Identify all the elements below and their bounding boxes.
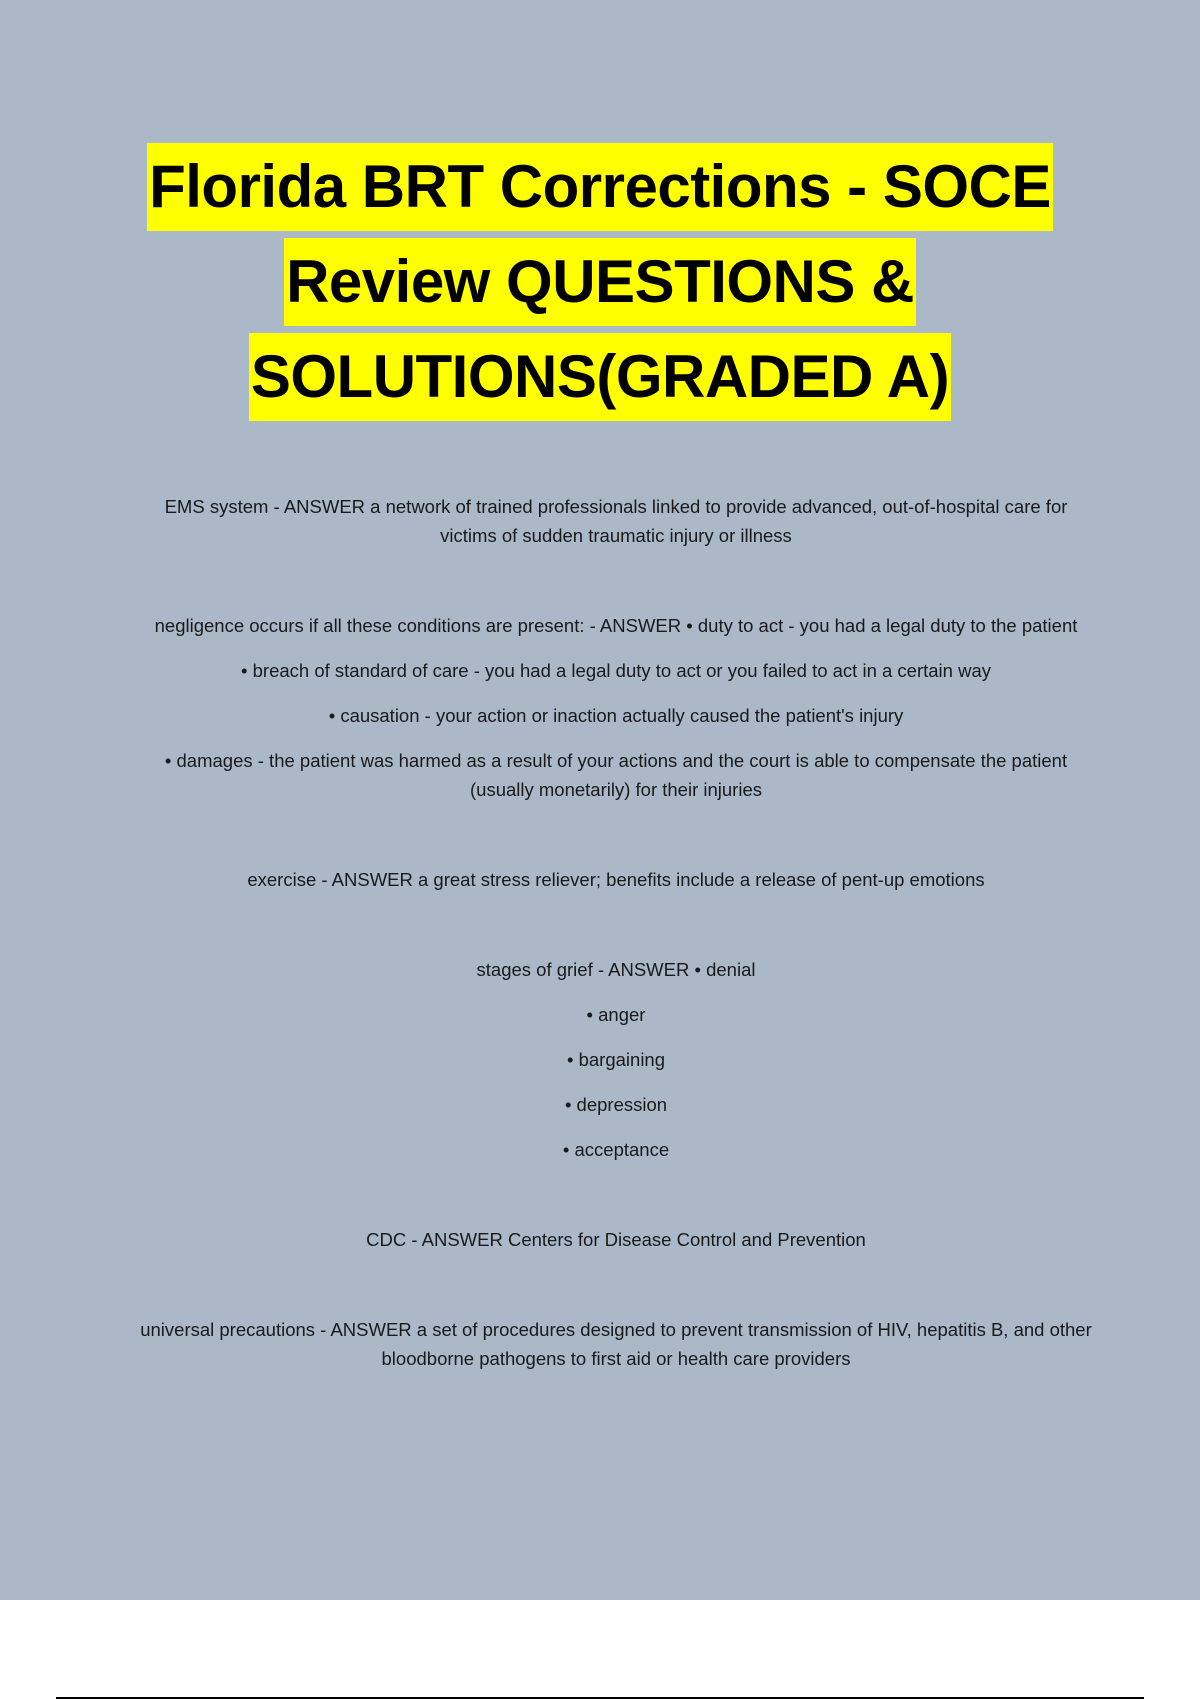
title-line-2: Review QUESTIONS & [284,238,916,326]
qa-universal-precautions: universal precautions - ANSWER a set of procedures designed to prevent transmission of HIV, hepatitis B, and other bloodborne pathogens to first aid or health care providers [140,1319,1092,1369]
qa-stages-of-grief: stages of grief - ANSWER • denial [476,959,756,980]
qa-grief-item: • depression [564,1094,668,1115]
qa-grief-item: • acceptance [562,1139,670,1160]
qa-negligence-item: • breach of standard of care - you had a legal duty to act or you failed to act in a certain way [241,660,991,681]
qa-cdc: CDC - ANSWER Centers for Disease Control and Prevention [366,1229,866,1250]
qa-negligence-item: • damages - the patient was harmed as a result of your actions and the court is able to compensate the patient (usually monetarily) for their injuries [164,750,1068,800]
qa-exercise: exercise - ANSWER a great stress reliever; benefits include a release of pent-up emotions [247,869,985,890]
qa-negligence: negligence occurs if all these conditions are present: - ANSWER • duty to act - you had a legal duty to the patient [154,615,1078,636]
qa-negligence-item: • causation - your action or inaction actually caused the patient's injury [328,705,904,726]
qa-grief-item: • anger [586,1004,646,1025]
qa-list [140,492,1092,1373]
qa-grief-item: • bargaining [566,1049,666,1070]
footer-divider [56,1697,1144,1699]
document-title [0,143,1200,428]
title-line-1: Florida BRT Corrections - SOCE [147,143,1053,231]
qa-ems-system: EMS system - ANSWER a network of trained professionals linked to provide advanced, out-of-hospital care for victims of sudden traumatic injury or illness [164,496,1068,546]
title-line-3: SOLUTIONS(GRADED A) [249,333,951,421]
